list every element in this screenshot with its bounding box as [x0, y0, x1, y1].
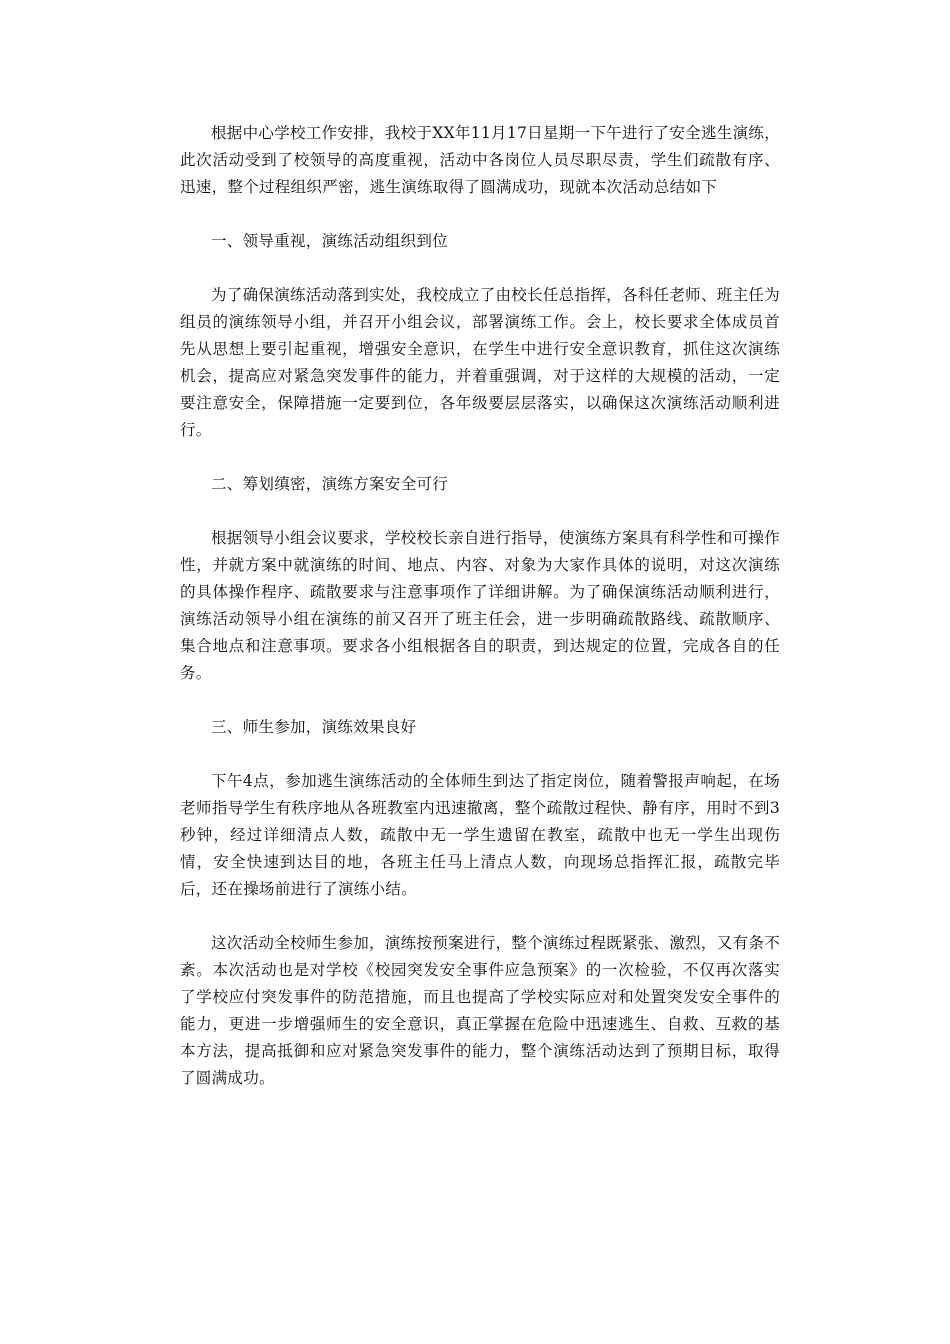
document-body: [180, 120, 780, 1119]
section-2-paragraph: 根据领导小组会议要求，学校校长亲自进行指导，使演练方案具有科学性和可操作性，并就方案中就演练的时间、地点、内容、对象为大家作具体的说明，对这次演练的具体操作程序、疏散要求与注意事项作了详细讲解。为了确保演练活动顺利进行，演练活动领导小组在演练的前又召开了班主任会，进一步明确疏散路线、疏散顺序、集合地点和注意事项。要求各小组根据各自的职责，到达规定的位置，完成各自的任务。: [180, 529, 780, 682]
conclusion-paragraph: 这次活动全校师生参加，演练按预案进行，整个演练过程既紧张、激烈，又有条不紊。本次活动也是对学校《校园突发安全事件应急预案》的一次检验，不仅再次落实了学校应付突发事件的防范措施，而且也提高了学校实际应对和处置突发安全事件的能力，更进一步增强师生的安全意识，真正掌握在危险中迅速逃生、自救、互救的基本方法，提高抵御和应对紧急突发事件的能力，整个演练活动达到了预期目标，取得了圆满成功。: [180, 934, 780, 1087]
intro-paragraph: 根据中心学校工作安排，我校于XX年11月17日星期一下午进行了安全逃生演练，此次活动受到了校领导的高度重视，活动中各岗位人员尽职尽责，学生们疏散有序、迅速，整个过程组织严密，逃生演练取得了圆满成功，现就本次活动总结如下: [180, 124, 780, 196]
section-1-paragraph: 为了确保演练活动落到实处，我校成立了由校长任总指挥，各科任老师、班主任为组员的演练领导小组，并召开小组会议，部署演练工作。会上，校长要求全体成员首先从思想上要引起重视，增强安全意识，在学生中进行安全意识教育，抓住这次演练机会，提高应对紧急突发事件的能力，并着重强调，对于这样的大规模的活动，一定要注意安全，保障措施一定要到位，各年级要层层落实，以确保这次演练活动顺利进行。: [180, 286, 780, 439]
section-3-paragraph: 下午4点，参加逃生演练活动的全体师生到达了指定岗位，随着警报声响起，在场老师指导学生有秩序地从各班教室内迅速撤离，整个疏散过程快、静有序，用时不到3秒钟，经过详细清点人数，疏散中无一学生遗留在教室，疏散中也无一学生出现伤情，安全快速到达目的地，各班主任马上清点人数，向现场总指挥汇报，疏散完毕后，还在操场前进行了演练小结。: [180, 772, 780, 898]
section-heading-2: 二、筹划缜密，演练方案安全可行: [211, 475, 449, 493]
section-heading-3: 三、师生参加，演练效果良好: [211, 718, 417, 736]
section-heading-1: 一、领导重视，演练活动组织到位: [211, 232, 449, 250]
